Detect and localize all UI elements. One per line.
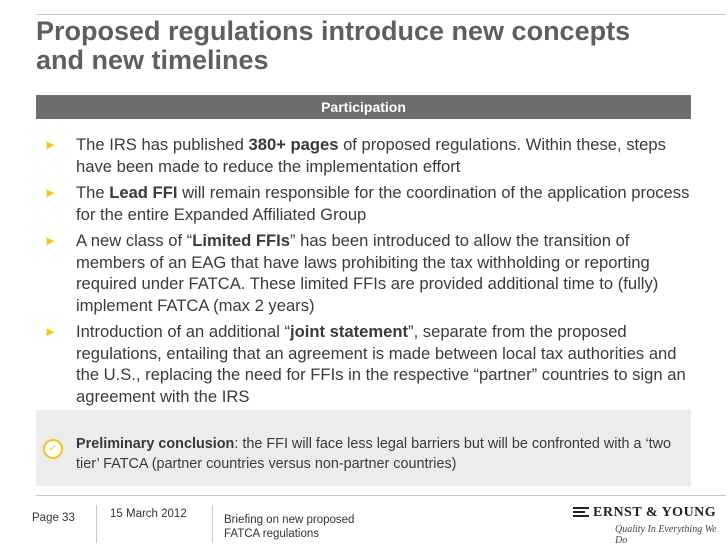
footer-separator <box>212 505 213 543</box>
bullet-item <box>40 321 695 407</box>
bullet-list <box>40 134 695 412</box>
company-logo <box>573 505 723 546</box>
bullet-item <box>40 134 695 177</box>
logo-tagline: Quality In Everything We Do <box>615 524 717 546</box>
triangle-bullet-icon: ► <box>44 185 57 200</box>
bullet-emphasis: Limited FFIs <box>192 231 290 250</box>
bullet-text: ”, separate from the proposed regulations, entailing that an agreement is made between local tax authorities and the U.S., replacing the need for FFIs in the respective “partner” countries to sign an agreement with the IRS <box>76 322 686 406</box>
logo-mark-icon <box>573 507 589 519</box>
slide-title: Proposed regulations introduce new concepts and new timelines <box>36 16 631 75</box>
bullet-text: The <box>76 183 110 202</box>
bullet-item <box>40 230 695 316</box>
footer-date: 15 March 2012 <box>110 508 187 520</box>
conclusion-text <box>76 434 676 474</box>
triangle-bullet-icon: ► <box>44 137 57 152</box>
bullet-text: A new class of “ <box>76 231 193 250</box>
bullet-text: will remain responsible for the coordination of the application process for the entire Expanded Affiliated Group <box>76 183 690 224</box>
conclusion-label: Preliminary conclusion <box>76 436 235 452</box>
bullet-text: Introduction of an additional “ <box>76 322 291 341</box>
triangle-bullet-icon: ► <box>44 324 57 339</box>
bullet-item <box>40 182 695 225</box>
logo-wordmark: ERNST & YOUNG <box>593 505 717 520</box>
conclusion-body: : the FFI will face less legal barriers but will be confronted with a ‘two tier’ FATCA (partner countries versus non-partner countries) <box>76 436 672 472</box>
page-number: Page 33 <box>32 512 75 524</box>
conclusion-box <box>36 410 691 486</box>
checkmark-circle-icon: ✓ <box>43 439 63 459</box>
bullet-emphasis: 380+ pages <box>248 135 339 154</box>
top-divider <box>36 14 726 15</box>
footer-divider <box>36 495 726 496</box>
triangle-bullet-icon: ► <box>44 233 57 248</box>
bullet-text: ” has been introduced to allow the transition of members of an EAG that have laws prohibiting the tax withholding or reporting required under FATCA. These limited FFIs are provided additional time to (fully) implement FATCA (max 2 years) <box>76 231 659 315</box>
footer-description: Briefing on new proposed FATCA regulations <box>224 514 355 540</box>
bullet-text: of proposed regulations. Within these, steps have been made to reduce the implementation effort <box>76 135 666 176</box>
bullet-emphasis: joint statement <box>290 322 409 341</box>
section-header: Participation <box>36 95 691 119</box>
bullet-emphasis: Lead FFI <box>109 183 178 202</box>
footer-separator <box>96 505 97 543</box>
bullet-text: The IRS has published <box>76 135 249 154</box>
